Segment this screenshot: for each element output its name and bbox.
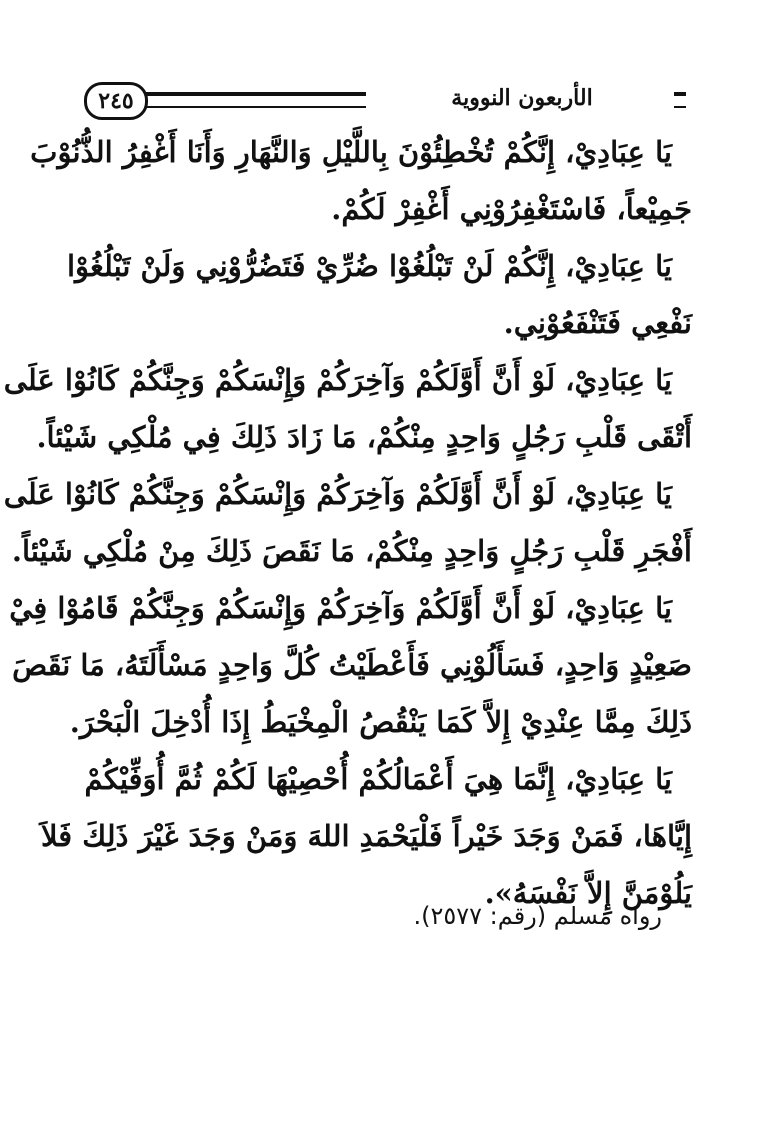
text-line: أَتْقَى قَلْبِ رَجُلٍ وَاحِدٍ مِنْكُمْ، مَا زَادَ ذَلِكَ فِي مُلْكِي شَيْئاً. [36, 420, 692, 454]
text-line: صَعِيْدٍ وَاحِدٍ، فَسَأَلُوْنِي فَأَعْطَيْتُ كُلَّ وَاحِدٍ مَسْأَلَتَهُ، مَا نَقَصَ [12, 648, 692, 682]
text-line: يَا عِبَادِيْ، إِنَّكُمْ تُخْطِئُوْنَ بِاللَّيْلِ وَالنَّهَارِ وَأَنَا أَغْفِرُ الذُّنُوْبَ [30, 135, 672, 169]
text-line: جَمِيْعاً، فَاسْتَغْفِرُوْنِي أَغْفِرْ لَكُمْ. [331, 192, 692, 226]
text-line: يَا عِبَادِيْ، إِنَّكُمْ لَنْ تَبْلُغُوْا ضُرِّيْ فَتَضُرُّوْنِي وَلَنْ تَبْلُغُوْا [66, 249, 672, 283]
running-title: الأربعون النووية [451, 85, 593, 111]
page-header [84, 82, 684, 120]
text-line: إِيَّاهَا، فَمَنْ وَجَدَ خَيْراً فَلْيَحْمَدِ اللهَ وَمَنْ وَجَدَ غَيْرَ ذَلِكَ فَلاَ [40, 819, 692, 853]
text-line: يَا عِبَادِيْ، لَوْ أَنَّ أَوَّلَكُمْ وَآخِرَكُمْ وَإِنْسَكُمْ وَجِنَّكُمْ كَانُوْا عَلَى [3, 477, 672, 511]
source-citation: رواه مسلم (رقم: ٢٥٧٧). [413, 902, 662, 930]
text-line: يَا عِبَادِيْ، إِنَّمَا هِيَ أَعْمَالُكُمْ أُحْصِيْهَا لَكُمْ ثُمَّ أُوَفِّيْكُمْ [84, 762, 672, 796]
text-line: أَفْجَرِ قَلْبِ رَجُلٍ وَاحِدٍ مِنْكُمْ، مَا نَقَصَ ذَلِكَ مِنْ مُلْكِي شَيْئاً. [11, 534, 692, 568]
text-line: ذَلِكَ مِمَّا عِنْدِيْ إِلاَّ كَمَا يَنْقُصُ الْمِخْيَطُ إِذَا أُدْخِلَ الْبَحْرَ. [69, 705, 692, 739]
header-rule-right [674, 92, 686, 108]
header-rule-left [146, 92, 366, 108]
text-line: يَلُوْمَنَّ إِلاَّ نَفْسَهُ». [484, 876, 692, 910]
text-line: نَفْعِي فَتَنْفَعُوْنِي. [503, 306, 692, 340]
page-number: ٢٤٥ [84, 82, 148, 120]
text-line: يَا عِبَادِيْ، لَوْ أَنَّ أَوَّلَكُمْ وَآخِرَكُمْ وَإِنْسَكُمْ وَجِنَّكُمْ كَانُوْا عَلَى [3, 363, 672, 397]
hadith-text [3, 124, 692, 922]
text-line: يَا عِبَادِيْ، لَوْ أَنَّ أَوَّلَكُمْ وَآخِرَكُمْ وَإِنْسَكُمْ وَجِنَّكُمْ قَامُوْا فِيْ [9, 591, 672, 625]
